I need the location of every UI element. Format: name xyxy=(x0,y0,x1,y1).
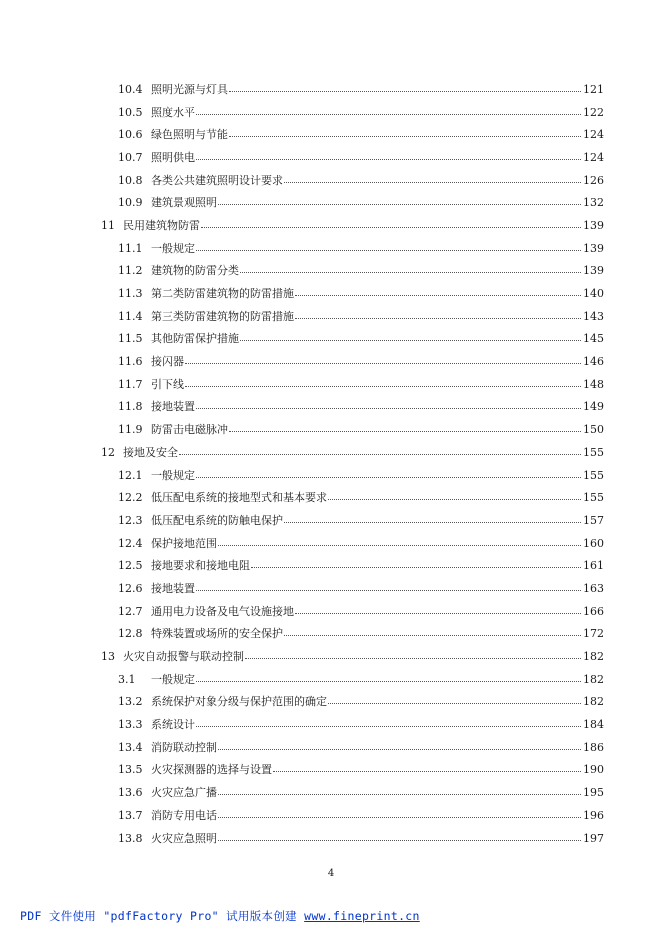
toc-section-entry[interactable] xyxy=(0,373,662,396)
toc-chapter-entry[interactable] xyxy=(0,645,662,668)
toc-entry-page: 126 xyxy=(583,173,604,187)
dot-leader xyxy=(196,476,581,478)
toc-entry-page: 186 xyxy=(583,740,604,754)
dot-leader xyxy=(196,680,581,682)
toc-entry-title: 系统设计 xyxy=(151,718,195,732)
toc-entry-number: 11.9 xyxy=(118,423,143,437)
toc-entry-page: 161 xyxy=(583,559,604,573)
toc-entry-page: 182 xyxy=(583,650,604,664)
dot-leader xyxy=(295,612,581,614)
toc-entry-title: 建筑景观照明 xyxy=(151,196,217,210)
toc-section-entry[interactable] xyxy=(0,191,662,214)
toc-section-entry[interactable] xyxy=(0,804,662,827)
toc-entry-title: 引下线 xyxy=(151,377,184,391)
toc-section-entry[interactable] xyxy=(0,554,662,577)
dot-leader xyxy=(218,793,581,795)
toc-entry-title: 接地装置 xyxy=(151,581,195,595)
toc-entry-number: 10.9 xyxy=(118,196,143,210)
toc-entry-page: 132 xyxy=(583,196,604,210)
toc-entry-page: 196 xyxy=(583,808,604,822)
dot-leader xyxy=(284,181,581,183)
toc-entry-page: 166 xyxy=(583,604,604,618)
dot-leader xyxy=(218,816,581,818)
toc-section-entry[interactable] xyxy=(0,736,662,759)
toc-section-entry[interactable] xyxy=(0,668,662,691)
toc-section-entry[interactable] xyxy=(0,123,662,146)
toc-entry-number: 10.4 xyxy=(118,82,143,96)
dot-leader xyxy=(295,317,581,319)
toc-section-entry[interactable] xyxy=(0,396,662,419)
dot-leader xyxy=(201,226,581,228)
dot-leader xyxy=(196,407,581,409)
toc-entry-page: 155 xyxy=(583,491,604,505)
dot-leader xyxy=(196,249,581,251)
toc-entry-number: 10.8 xyxy=(118,173,143,187)
dot-leader xyxy=(218,544,581,546)
toc-entry-title: 接地要求和接地电阻 xyxy=(151,559,250,573)
toc-entry-title: 建筑物的防雷分类 xyxy=(151,264,239,278)
dot-leader xyxy=(196,725,581,727)
toc-entry-number: 12.2 xyxy=(118,491,143,505)
dot-leader xyxy=(240,339,581,341)
toc-section-entry[interactable] xyxy=(0,78,662,101)
toc-entry-title: 火灾应急广播 xyxy=(151,786,217,800)
toc-entry-number: 12.3 xyxy=(118,513,143,527)
toc-entry-page: 155 xyxy=(583,468,604,482)
toc-entry-number: 11.4 xyxy=(118,309,143,323)
toc-entry-number: 10.5 xyxy=(118,105,143,119)
toc-entry-number: 12.1 xyxy=(118,468,143,482)
toc-entry-number: 12 xyxy=(101,445,115,459)
toc-entry-number: 11.1 xyxy=(118,241,143,255)
toc-entry-page: 160 xyxy=(583,536,604,550)
toc-section-entry[interactable] xyxy=(0,781,662,804)
toc-entry-number: 13.8 xyxy=(118,831,143,845)
page-number: 4 xyxy=(327,868,335,879)
toc-entry-title: 低压配电系统的接地型式和基本要求 xyxy=(151,491,327,505)
toc-entry-number: 12.8 xyxy=(118,627,143,641)
toc-entry-title: 消防联动控制 xyxy=(151,740,217,754)
toc-entry-number: 3.1 xyxy=(118,672,136,686)
toc-entry-title: 防雷击电磁脉冲 xyxy=(151,423,228,437)
toc-entry-number: 11.3 xyxy=(118,287,143,301)
toc-chapter-entry[interactable] xyxy=(0,441,662,464)
toc-entry-title: 火灾自动报警与联动控制 xyxy=(123,650,244,664)
footer-text: PDF 文件使用 "pdfFactory Pro" 试用版本创建 xyxy=(20,909,305,923)
toc-entry-number: 12.6 xyxy=(118,581,143,595)
toc-section-entry[interactable] xyxy=(0,509,662,532)
footer-link[interactable]: www.fineprint.cn xyxy=(304,909,420,923)
dot-leader xyxy=(229,135,581,137)
toc-entry-page: 143 xyxy=(583,309,604,323)
toc-entry-title: 通用电力设备及电气设施接地 xyxy=(151,604,294,618)
toc-section-entry[interactable] xyxy=(0,713,662,736)
toc-entry-title: 接闪器 xyxy=(151,355,184,369)
toc-entry-number: 12.4 xyxy=(118,536,143,550)
toc-entry-number: 13.7 xyxy=(118,808,143,822)
dot-leader xyxy=(218,839,581,841)
toc-entry-page: 190 xyxy=(583,763,604,777)
toc-entry-number: 13.2 xyxy=(118,695,143,709)
dot-leader xyxy=(240,271,581,273)
dot-leader xyxy=(218,748,581,750)
toc-entry-title: 消防专用电话 xyxy=(151,808,217,822)
toc-section-entry[interactable] xyxy=(0,827,662,850)
dot-leader xyxy=(284,634,581,636)
dot-leader xyxy=(295,294,581,296)
dot-leader xyxy=(251,566,581,568)
dot-leader xyxy=(328,702,581,704)
dot-leader xyxy=(328,498,581,500)
toc-entry-number: 10.7 xyxy=(118,150,143,164)
toc-entry-title: 系统保护对象分级与保护范围的确定 xyxy=(151,695,327,709)
dot-leader xyxy=(196,158,581,160)
toc-entry-number: 13.5 xyxy=(118,763,143,777)
dot-leader xyxy=(196,589,581,591)
toc-entry-page: 150 xyxy=(583,423,604,437)
toc-entry-number: 13.6 xyxy=(118,786,143,800)
toc-entry-page: 139 xyxy=(583,241,604,255)
dot-leader xyxy=(218,203,581,205)
toc-entry-page: 182 xyxy=(583,672,604,686)
toc-entry-title: 一般规定 xyxy=(151,241,195,255)
toc-entry-page: 197 xyxy=(583,831,604,845)
toc-section-entry[interactable] xyxy=(0,169,662,192)
toc-entry-page: 146 xyxy=(583,355,604,369)
toc-entry-number: 13.4 xyxy=(118,740,143,754)
toc-section-entry[interactable] xyxy=(0,260,662,283)
toc-entry-title: 第三类防雷建筑物的防雷措施 xyxy=(151,309,294,323)
dot-leader xyxy=(179,453,581,455)
toc-section-entry[interactable] xyxy=(0,350,662,373)
dot-leader xyxy=(245,657,581,659)
toc-entry-title: 各类公共建筑照明设计要求 xyxy=(151,173,283,187)
toc-section-entry[interactable] xyxy=(0,146,662,169)
toc-entry-title: 绿色照明与节能 xyxy=(151,128,228,142)
toc-entry-page: 148 xyxy=(583,377,604,391)
toc-entry-title: 一般规定 xyxy=(151,672,195,686)
dot-leader xyxy=(185,385,581,387)
toc-entry-page: 124 xyxy=(583,150,604,164)
toc-entry-number: 11 xyxy=(101,218,115,232)
toc-entry-page: 124 xyxy=(583,128,604,142)
toc-entry-number: 10.6 xyxy=(118,128,143,142)
toc-section-entry[interactable] xyxy=(0,418,662,441)
toc-section-entry[interactable] xyxy=(0,282,662,305)
toc-entry-page: 184 xyxy=(583,718,604,732)
dot-leader xyxy=(229,90,581,92)
toc-section-entry[interactable] xyxy=(0,464,662,487)
dot-leader xyxy=(229,430,581,432)
toc-section-entry[interactable] xyxy=(0,486,662,509)
toc-section-entry[interactable] xyxy=(0,691,662,714)
toc-entry-page: 172 xyxy=(583,627,604,641)
toc-entry-number: 11.6 xyxy=(118,355,143,369)
toc-entry-title: 火灾探测器的选择与设置 xyxy=(151,763,272,777)
toc-section-entry[interactable] xyxy=(0,600,662,623)
toc-entry-number: 11.8 xyxy=(118,400,143,414)
toc-entry-page: 139 xyxy=(583,264,604,278)
toc-entry-page: 122 xyxy=(583,105,604,119)
toc-entry-title: 接地装置 xyxy=(151,400,195,414)
toc-entry-title: 其他防雷保护措施 xyxy=(151,332,239,346)
toc-section-entry[interactable] xyxy=(0,623,662,646)
toc-entry-page: 157 xyxy=(583,513,604,527)
toc-section-entry[interactable] xyxy=(0,237,662,260)
toc-entry-page: 145 xyxy=(583,332,604,346)
toc-entry-page: 155 xyxy=(583,445,604,459)
toc-entry-title: 保护接地范围 xyxy=(151,536,217,550)
toc-section-entry[interactable] xyxy=(0,305,662,328)
toc-entry-title: 照明供电 xyxy=(151,150,195,164)
toc-entry-number: 11.7 xyxy=(118,377,143,391)
toc-entry-number: 13.3 xyxy=(118,718,143,732)
toc-section-entry[interactable] xyxy=(0,101,662,124)
toc-entry-page: 149 xyxy=(583,400,604,414)
toc-section-entry[interactable] xyxy=(0,759,662,782)
toc-entry-title: 照度水平 xyxy=(151,105,195,119)
toc-entry-number: 12.7 xyxy=(118,604,143,618)
toc-section-entry[interactable] xyxy=(0,532,662,555)
dot-leader xyxy=(196,113,581,115)
toc-entry-number: 11.2 xyxy=(118,264,143,278)
toc-section-entry[interactable] xyxy=(0,577,662,600)
toc-entry-title: 一般规定 xyxy=(151,468,195,482)
toc-entry-title: 特殊装置或场所的安全保护 xyxy=(151,627,283,641)
toc-chapter-entry[interactable] xyxy=(0,214,662,237)
dot-leader xyxy=(185,362,581,364)
toc-entry-title: 火灾应急照明 xyxy=(151,831,217,845)
toc-entry-page: 163 xyxy=(583,581,604,595)
dot-leader xyxy=(284,521,581,523)
toc-entry-title: 照明光源与灯具 xyxy=(151,82,228,96)
toc-entry-title: 接地及安全 xyxy=(123,445,178,459)
dot-leader xyxy=(273,770,581,772)
toc-entry-number: 13 xyxy=(101,650,115,664)
toc-section-entry[interactable] xyxy=(0,328,662,351)
pdf-footer xyxy=(20,908,420,924)
toc-entry-page: 139 xyxy=(583,218,604,232)
toc-entry-number: 11.5 xyxy=(118,332,143,346)
toc-entry-title: 第二类防雷建筑物的防雷措施 xyxy=(151,287,294,301)
toc-entry-page: 195 xyxy=(583,786,604,800)
toc-entry-number: 12.5 xyxy=(118,559,143,573)
toc-entry-page: 182 xyxy=(583,695,604,709)
toc-entry-title: 低压配电系统的防触电保护 xyxy=(151,513,283,527)
toc-entry-page: 140 xyxy=(583,287,604,301)
toc-entry-page: 121 xyxy=(583,82,604,96)
toc-entry-title: 民用建筑物防雷 xyxy=(123,218,200,232)
table-of-contents xyxy=(0,78,662,849)
